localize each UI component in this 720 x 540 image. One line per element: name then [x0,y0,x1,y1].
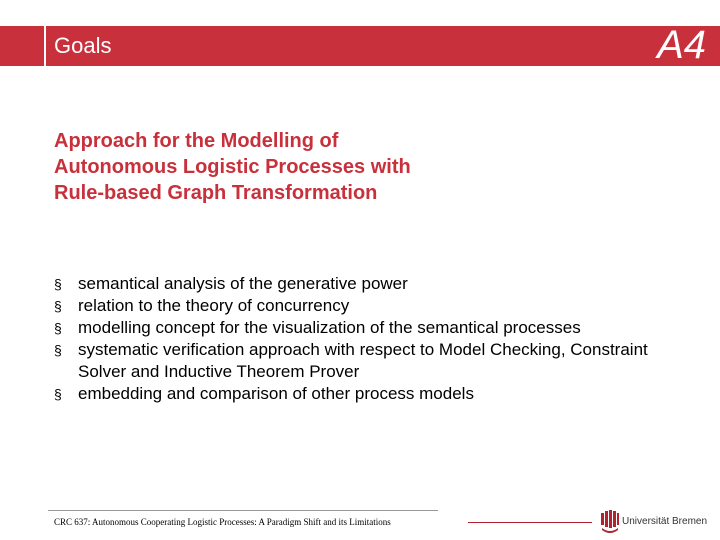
slide-code: A4 [657,23,706,67]
bullet-item [54,273,694,295]
footer-text: CRC 637: Autonomous Cooperating Logistic Processes: A Paradigm Shift and its Limitations [54,517,391,527]
section-sign-icon: § [54,298,62,314]
slide-title-line: Rule-based Graph Transformation [54,182,378,204]
footer-divider [48,510,438,511]
bullet-text: embedding and comparison of other process models [78,384,474,403]
bullet-text: modelling concept for the visualization of the semantical processes [78,318,581,337]
header-divider [44,0,46,72]
bullet-text: relation to the theory of concurrency [78,296,350,315]
bullet-item [54,317,694,339]
bullet-text: systematic verification approach with respect to Model Checking, Constraint Solver and Inductive Theorem Prover [78,340,648,381]
slide-title-line: Autonomous Logistic Processes with [54,156,411,178]
goals-bullet-list [54,273,694,405]
bullet-item [54,339,694,383]
bullet-text: semantical analysis of the generative power [78,274,408,293]
footer-accent-line [468,522,592,523]
slide-title-line: Approach for the Modelling of [54,130,339,152]
university-bremen-logo-icon [600,510,620,534]
slide-title [54,128,654,206]
bullet-item [54,383,694,405]
section-sign-icon: § [54,320,62,336]
university-name: Universität Bremen [622,516,708,527]
section-sign-icon: § [54,386,62,402]
bullet-item [54,295,694,317]
section-sign-icon: § [54,342,62,358]
header-title: Goals [54,33,112,58]
section-sign-icon: § [54,276,62,292]
